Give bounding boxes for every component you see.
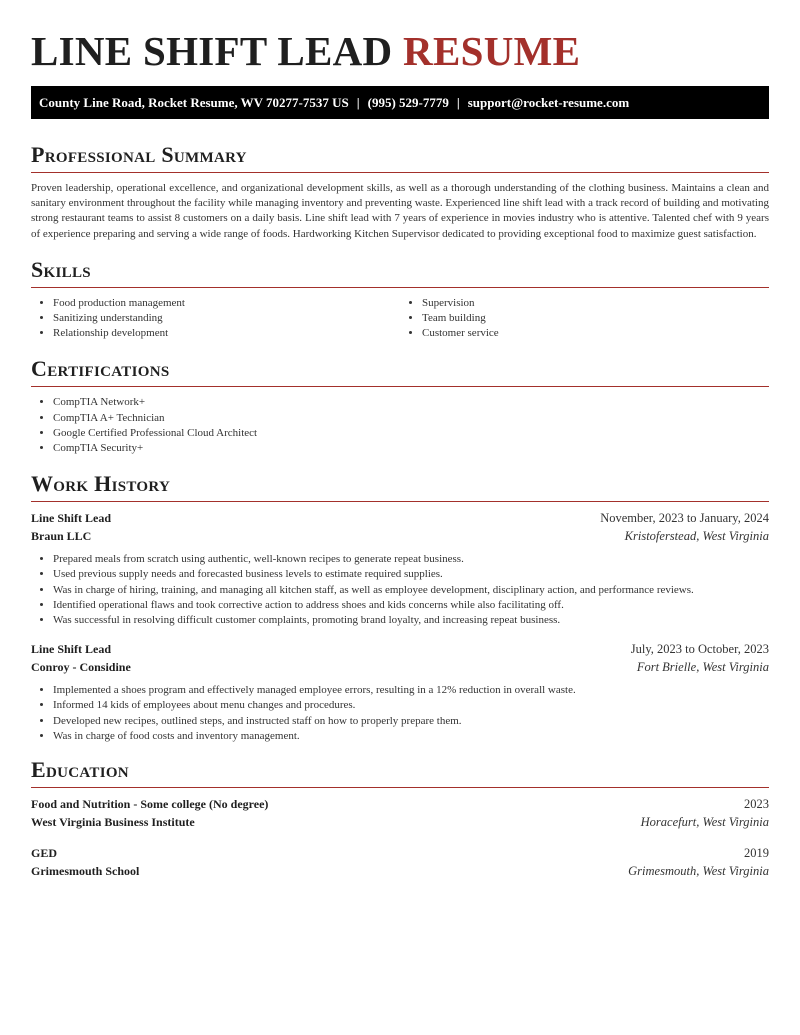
- resume-title: [31, 0, 769, 74]
- job-location: Fort Brielle, West Virginia: [636, 660, 769, 675]
- education-degree: GED: [31, 846, 58, 861]
- skill-item: • Relationship development: [53, 326, 400, 341]
- section-divider: [31, 172, 769, 173]
- education-section: [31, 757, 769, 879]
- job-bullet: • Implemented a shoes program and effectively managed employee errors, resulting in a 12% reduction in overall waste.: [53, 683, 769, 698]
- job-dates: July, 2023 to October, 2023: [630, 642, 769, 657]
- education-degree-row: [31, 846, 769, 861]
- section-divider: [31, 287, 769, 288]
- education-school: West Virginia Business Institute: [31, 815, 195, 830]
- section-divider: [31, 501, 769, 502]
- contact-address: County Line Road, Rocket Resume, WV 70277-7537 US: [39, 94, 349, 110]
- skills-columns: [31, 296, 769, 342]
- job-bullet: • Was successful in resolving difficult customer complaints, promoting brand loyalty, and increasing repeat business.: [53, 613, 769, 628]
- summary-heading: Professional Summary: [31, 142, 247, 167]
- certification-item: • Google Certified Professional Cloud Architect: [53, 426, 769, 441]
- certification-item: • CompTIA A+ Technician: [53, 411, 769, 426]
- education-school: Grimesmouth School: [31, 864, 140, 879]
- education-school-row: [31, 815, 769, 830]
- skill-item: • Food production management: [53, 296, 400, 311]
- job-bullets: [31, 683, 769, 744]
- job-bullet: • Was in charge of hiring, training, and managing all kitchen staff, as well as employee development, disciplinary action, and performance reviews.: [53, 583, 769, 598]
- skills-heading: Skills: [31, 256, 91, 282]
- job-entry: [31, 511, 769, 628]
- job-title: Line Shift Lead: [31, 642, 112, 657]
- skill-item: • Team building: [422, 311, 769, 326]
- certification-item: • CompTIA Security+: [53, 441, 769, 456]
- certifications-section: [31, 356, 769, 456]
- certification-item: • CompTIA Network+: [53, 395, 769, 410]
- education-year: 2023: [744, 797, 769, 812]
- education-location: Horacefurt, West Virginia: [640, 815, 769, 830]
- job-company-row: [31, 660, 769, 675]
- job-dates: November, 2023 to January, 2024: [600, 511, 769, 526]
- job-bullet: • Informed 14 kids of employees about menu changes and procedures.: [53, 698, 769, 713]
- education-entry: [31, 846, 769, 879]
- skills-section: [31, 257, 769, 342]
- certifications-list: [31, 395, 769, 456]
- work-history-heading: Work History: [31, 471, 171, 497]
- job-title: Line Shift Lead: [31, 511, 112, 526]
- job-company: Braun LLC: [31, 529, 92, 544]
- education-degree: Food and Nutrition - Some college (No degree): [31, 797, 269, 812]
- skill-item: • Sanitizing understanding: [53, 311, 400, 326]
- title-main: LINE SHIFT LEAD: [31, 28, 393, 74]
- job-bullet: • Developed new recipes, outlined steps, and instructed staff on how to properly prepare them.: [53, 714, 769, 729]
- skill-item: • Customer service: [422, 326, 769, 341]
- contact-separator: |: [356, 94, 360, 110]
- education-year: 2019: [744, 846, 769, 861]
- skill-item: • Supervision: [422, 296, 769, 311]
- job-bullet: • Prepared meals from scratch using authentic, well-known recipes to generate repeat business.: [53, 552, 769, 567]
- job-header-row: [31, 642, 769, 657]
- contact-separator: |: [456, 94, 460, 110]
- certifications-heading: Certifications: [31, 356, 170, 382]
- work-history-section: [31, 471, 769, 744]
- skills-right-list: [400, 296, 769, 342]
- summary-section: [31, 142, 769, 242]
- contact-email[interactable]: support@rocket-resume.com: [467, 94, 630, 110]
- contact-phone[interactable]: (995) 529-7779: [367, 94, 449, 110]
- education-heading: Education: [31, 757, 129, 783]
- contact-bar: [31, 86, 769, 119]
- skills-left-list: [31, 296, 400, 342]
- section-divider: [31, 787, 769, 788]
- education-entry: [31, 797, 769, 830]
- job-bullet: • Used previous supply needs and forecasted business levels to estimate required supplies.: [53, 567, 769, 582]
- job-bullet: • Identified operational flaws and took corrective action to address shoes and kids concerns while also facilitating off.: [53, 598, 769, 613]
- education-location: Grimesmouth, West Virginia: [628, 864, 769, 879]
- job-header-row: [31, 511, 769, 526]
- summary-text: Proven leadership, operational excellence, and organizational development skills, as well as a thorough understanding of the clothing business. Maintains a clean and sanitary environment throughout the facility while managing inventory and preventing waste. Experienced line shift lead with a track record of building and motivating strong restaurant teams to assist 8 customers on a daily basis. Line shift lead with 7 years of experience in movies industry who is attentive. Talented chef with 9 years of experience preparing and serving a wide range of foods. Hardworking Kitchen Supervisor dedicated to providing exceptional food to maximize guest satisfaction.: [31, 182, 769, 240]
- title-accent: RESUME: [403, 28, 581, 74]
- job-location: Kristoferstead, West Virginia: [624, 529, 769, 544]
- education-degree-row: [31, 797, 769, 812]
- section-divider: [31, 386, 769, 387]
- education-school-row: [31, 864, 769, 879]
- job-bullets: [31, 552, 769, 628]
- job-entry: [31, 642, 769, 744]
- job-company: Conroy - Considine: [31, 660, 131, 675]
- job-company-row: [31, 529, 769, 544]
- job-bullet: • Was in charge of food costs and inventory management.: [53, 729, 769, 744]
